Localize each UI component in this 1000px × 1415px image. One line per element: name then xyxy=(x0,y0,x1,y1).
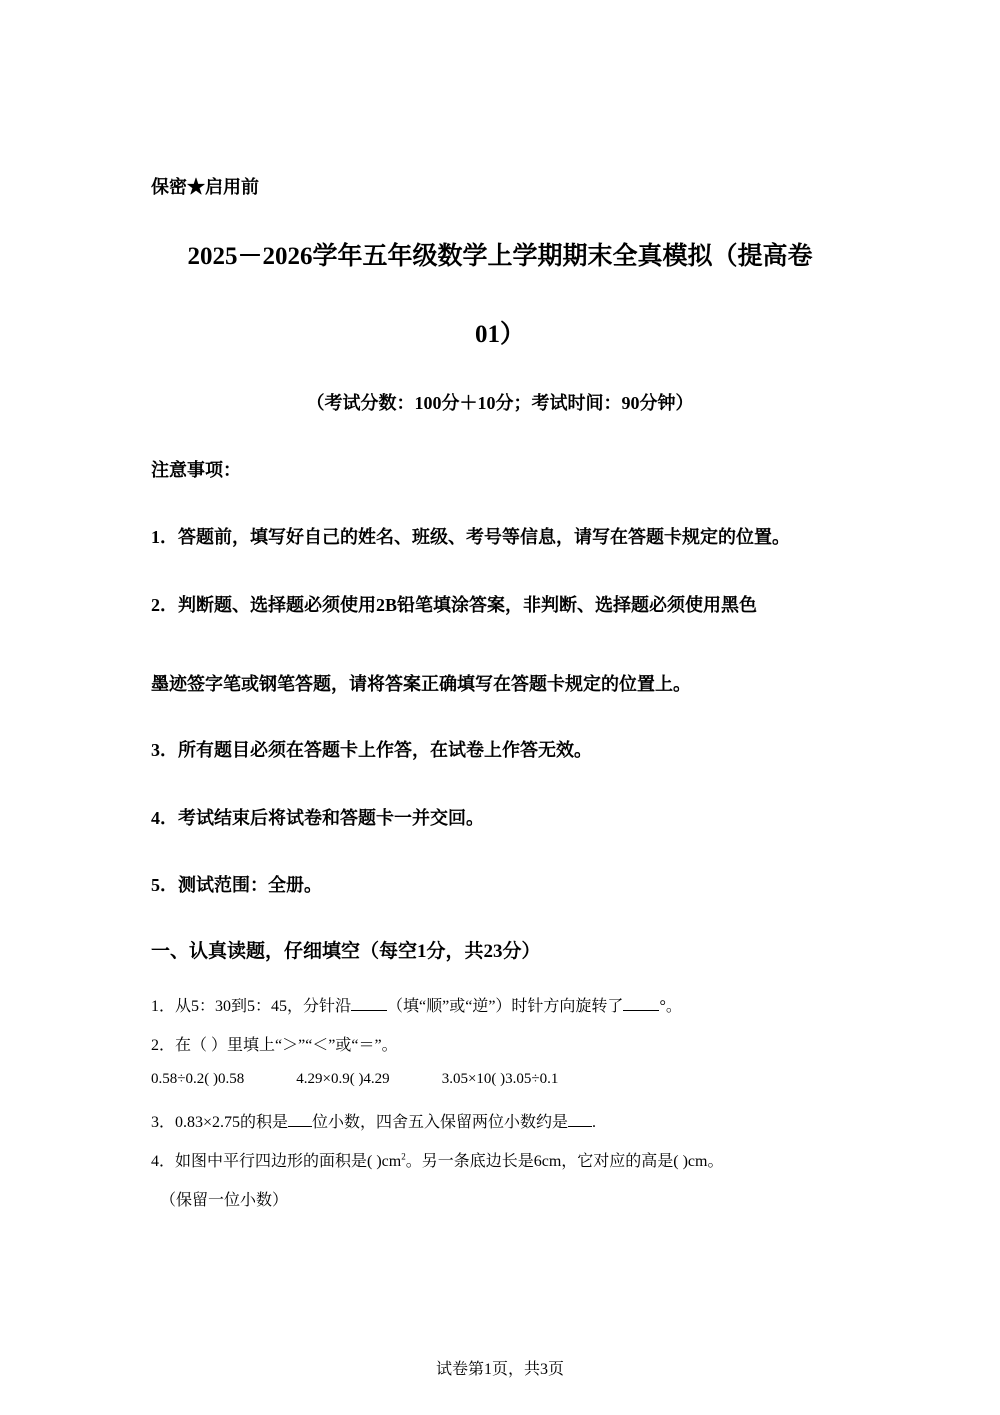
question-1 xyxy=(151,993,682,1016)
answer-blank xyxy=(623,996,659,1011)
answer-blank xyxy=(568,1112,592,1127)
notice-item-3: 3．所有题目必须在答题卡上作答，在试卷上作答无效。 xyxy=(151,740,592,760)
notice-item-5: 5．测试范围：全册。 xyxy=(151,875,322,895)
answer-blank xyxy=(351,996,387,1011)
notice-heading: 注意事项： xyxy=(151,460,241,480)
notice-item-4: 4．考试结束后将试卷和答题卡一并交回。 xyxy=(151,808,484,828)
page-footer: 试卷第1页，共3页 xyxy=(435,1361,564,1378)
question-2: 2．在（ ）里填上“＞”“＜”或“＝”。 xyxy=(151,1037,398,1054)
answer-blank xyxy=(288,1112,312,1127)
question-4-text-a: 4．如图中平行四边形的面积是( )cm xyxy=(151,1153,402,1170)
question-4-line2: （保留一位小数） xyxy=(160,1192,289,1209)
notice-item-1: 1．答题前，填写好自己的姓名、班级、考号等信息，请写在答题卡规定的位置。 xyxy=(151,527,790,547)
question-3-text-b: 位小数，四舍五入保留两位小数约是 xyxy=(312,1114,569,1131)
question-2-items xyxy=(151,1071,558,1088)
question-4-text-b: 。另一条底边长是6cm，它对应的高是( )cm。 xyxy=(405,1153,724,1170)
question-1-text-a: 1．从5：30到5：45，分针沿 xyxy=(151,998,352,1015)
question-1-text-c: °。 xyxy=(659,998,682,1015)
exam-subtitle: （考试分数：100分＋10分；考试时间：90分钟） xyxy=(306,393,694,413)
question-1-text-b: （填“顺”或“逆”）时针方向旋转了 xyxy=(387,998,624,1015)
question-3 xyxy=(151,1109,596,1132)
section-1-heading: 一、认真读题，仔细填空（每空1分，共23分） xyxy=(151,941,541,962)
question-3-text-c: . xyxy=(592,1114,597,1131)
question-2-item: 3.05×10( )3.05÷0.1 xyxy=(441,1071,559,1087)
question-4 xyxy=(151,1148,723,1171)
exam-title-line1: 2025－2026学年五年级数学上学期期末全真模拟（提高卷 xyxy=(187,243,813,270)
question-4-superscript: 2 xyxy=(401,1151,406,1162)
question-2-item: 4.29×0.9( )4.29 xyxy=(296,1071,390,1087)
notice-item-2-line2: 墨迹签字笔或钢笔答题，请将答案正确填写在答题卡规定的位置上。 xyxy=(151,674,691,694)
question-2-item: 0.58÷0.2( )0.58 xyxy=(151,1071,245,1087)
exam-title-line2: 01） xyxy=(474,321,525,348)
question-3-text-a: 3．0.83×2.75的积是 xyxy=(151,1114,289,1131)
notice-item-2-line1: 2．判断题、选择题必须使用2B铅笔填涂答案，非判断、选择题必须使用黑色 xyxy=(151,595,758,615)
confidential-label: 保密★启用前 xyxy=(151,177,259,197)
